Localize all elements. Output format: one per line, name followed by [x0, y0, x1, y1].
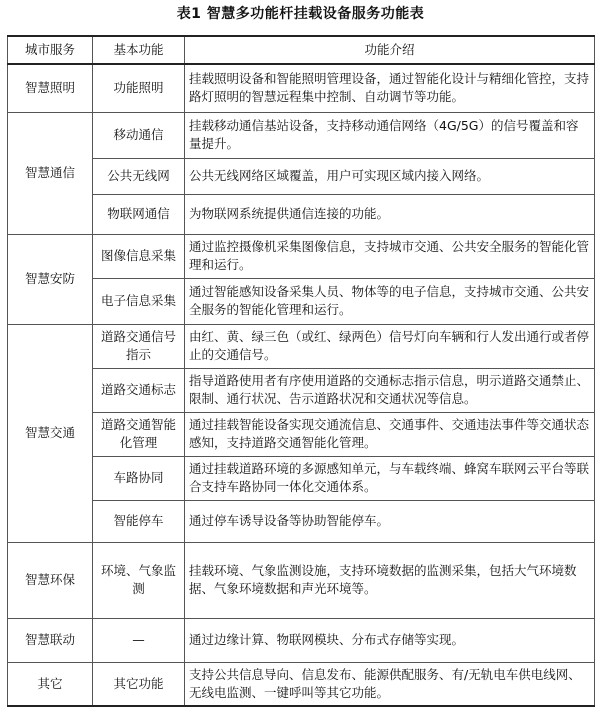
table-row — [8, 278, 595, 324]
description-cell: 挂载移动通信基站设备，支持移动通信网络（4G/5G）的信号覆盖和容量提升。 — [185, 112, 595, 158]
description-cell: 通过停车诱导设备等协助智能停车。 — [185, 500, 595, 542]
function-cell: 物联网通信 — [93, 194, 185, 234]
function-cell: 车路协同 — [93, 456, 185, 500]
header-description: 功能介绍 — [185, 36, 595, 64]
description-cell: 通过边缘计算、物联网模块、分布式存储等实现。 — [185, 618, 595, 662]
description-cell: 挂载照明设备和智能照明管理设备，通过智能化设计与精细化管控，支持路灯照明的智慧远程集中控制、自动调节等功能。 — [185, 64, 595, 112]
function-cell: 其它功能 — [93, 662, 185, 706]
description-cell: 为物联网系统提供通信连接的功能。 — [185, 194, 595, 234]
function-cell: 图像信息采集 — [93, 234, 185, 278]
table-row — [8, 64, 595, 112]
description-cell: 指导道路使用者有序使用道路的交通标志指示信息，明示道路交通禁止、限制、通行状况、告示道路状况和交通状况等信息。 — [185, 368, 595, 412]
table-row — [8, 412, 595, 456]
function-cell: 道路交通智能化管理 — [93, 412, 185, 456]
table-row — [8, 456, 595, 500]
service-cell: 智慧联动 — [8, 618, 93, 662]
service-cell: 智慧安防 — [8, 234, 93, 324]
function-cell: 电子信息采集 — [93, 278, 185, 324]
description-cell: 由红、黄、绿三色（或红、绿两色）信号灯向车辆和行人发出通行或者停止的交通信号。 — [185, 324, 595, 368]
description-cell: 支持公共信息导向、信息发布、能源供配服务、有/无轨电车供电线网、无线电监测、一键呼叫等其它功能。 — [185, 662, 595, 706]
description-cell: 挂载环境、气象监测设施，支持环境数据的监测采集，包括大气环境数据、气象环境数据和声光环境等。 — [185, 542, 595, 618]
function-cell: 公共无线网 — [93, 158, 185, 194]
service-cell: 智慧照明 — [8, 64, 93, 112]
function-cell: 道路交通标志 — [93, 368, 185, 412]
table-row — [8, 234, 595, 278]
table-row — [8, 324, 595, 368]
function-cell: 环境、气象监测 — [93, 542, 185, 618]
function-cell: 功能照明 — [93, 64, 185, 112]
description-cell: 通过智能感知设备采集人员、物体等的电子信息，支持城市交通、公共安全服务的智能化管理和运行。 — [185, 278, 595, 324]
description-cell: 公共无线网络区域覆盖，用户可实现区域内接入网络。 — [185, 158, 595, 194]
table-row — [8, 500, 595, 542]
table-row — [8, 618, 595, 662]
function-cell: 移动通信 — [93, 112, 185, 158]
description-cell: 通过监控摄像机采集图像信息，支持城市交通、公共安全服务的智能化管理和运行。 — [185, 234, 595, 278]
table-row — [8, 112, 595, 158]
table-row — [8, 158, 595, 194]
header-basic-function: 基本功能 — [93, 36, 185, 64]
service-cell: 智慧交通 — [8, 324, 93, 542]
description-cell: 通过挂载智能设备实现交通流信息、交通事件、交通违法事件等交通状态感知，支持道路交通智能化管理。 — [185, 412, 595, 456]
service-cell: 智慧环保 — [8, 542, 93, 618]
service-function-table — [7, 35, 595, 707]
function-cell: 智能停车 — [93, 500, 185, 542]
service-cell: 其它 — [8, 662, 93, 706]
function-cell: — — [93, 618, 185, 662]
table-row — [8, 194, 595, 234]
description-cell: 通过挂载道路环境的多源感知单元，与车载终端、蜂窝车联网云平台等联合支持车路协同一体化交通体系。 — [185, 456, 595, 500]
table-row — [8, 542, 595, 618]
function-cell: 道路交通信号指示 — [93, 324, 185, 368]
header-city-service: 城市服务 — [8, 36, 93, 64]
table-caption: 表1 智慧多功能杆挂载设备服务功能表 — [176, 6, 425, 22]
table-row — [8, 662, 595, 706]
service-cell: 智慧通信 — [8, 112, 93, 234]
table-row — [8, 368, 595, 412]
table-header-row — [8, 36, 595, 64]
